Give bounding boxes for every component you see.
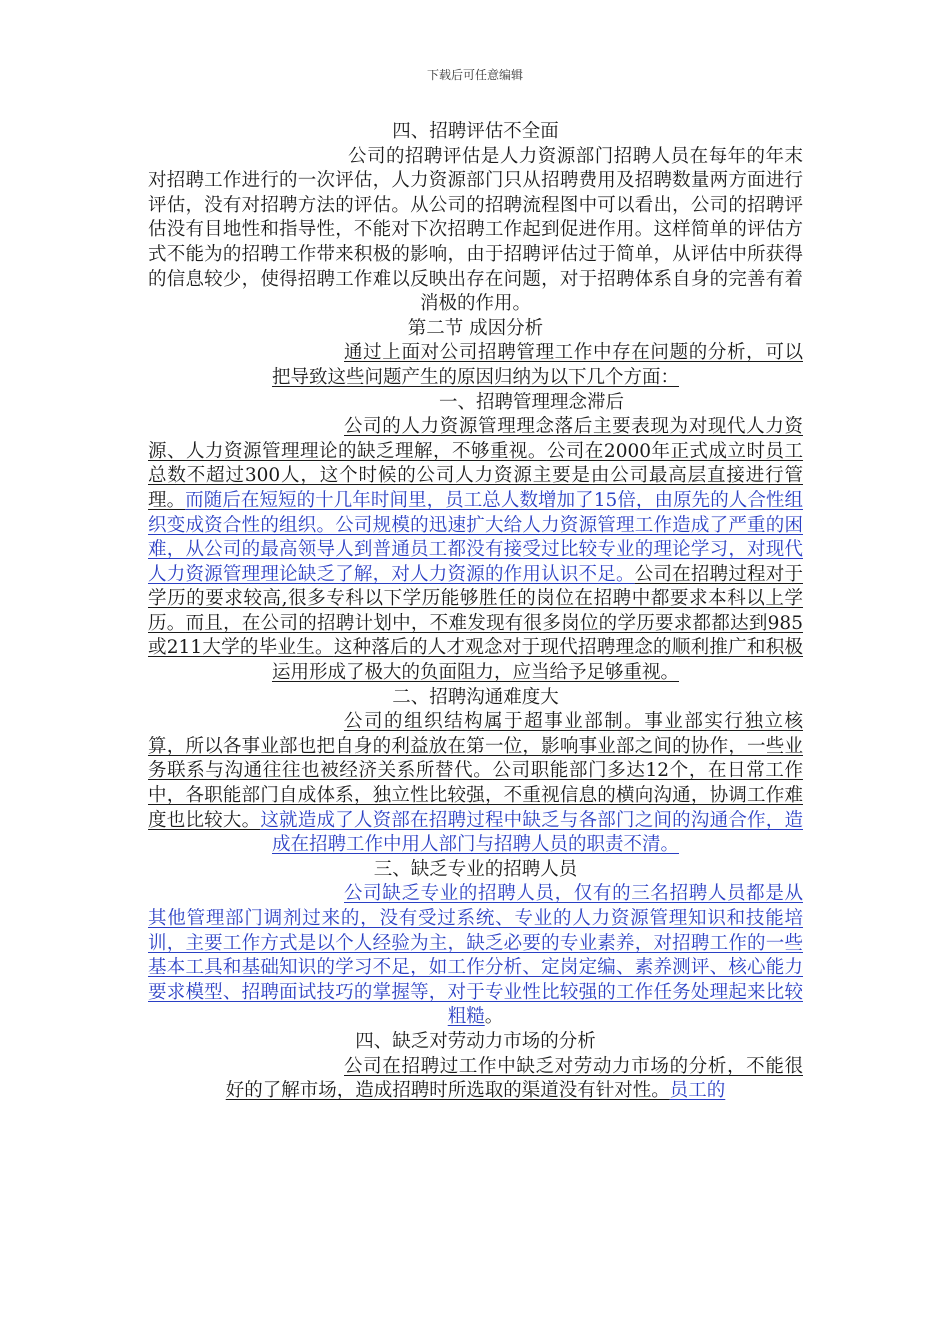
paragraph: 公司的招聘评估是人力资源部门招聘人员在每年的年末对招聘工作进行的一次评估，人力资源部门只从招聘费用及招聘数量两方面进行评估，没有对招聘方法的评估。从公司的招聘流程图中可以看出，公司的招聘评估没有目地性和指导性，不能对下次招聘工作起到促进作用。这样简单的评估方式不能为的招聘工作带来积极的影响，由于招聘评估过于简单，从评估中所获得的信息较少，使得招聘工作难以反映出存在问题，对于招聘体系自身的完善有着消极的作用。 (148, 145, 803, 315)
text-run: 而且，在公司的招聘计划中，不难发现有很多岗位的学历要求都都达到985或211大学的毕业生。 (148, 612, 803, 659)
document-body (148, 120, 803, 1104)
paragraph: 通过上面对公司招聘管理工作中存在问题的分析，可以把导致这些问题产生的原因归纳为以下几个方面： (271, 342, 803, 388)
text-run: 。 (484, 1006, 504, 1028)
text-run: 公司在招聘过程对于学历的要求较高,很多专科以下学历能够胜任的岗位在招聘中都要求本科以上学历。 (148, 563, 803, 634)
section-title: 一、招聘管理理念滞后 (438, 391, 624, 413)
text-run: 公司职能部门多达12个，在日常工作中，各职能部门自成体系，独立性比较强，不重视信息的横向沟通，协调工作难度也比较大。 (148, 760, 803, 831)
hyperlink-text[interactable]: 这就造成了人资部在招聘过程中缺乏与各部门之间的沟通合作，造成在招聘工作中用人部门与招聘人员的职责不清。 (260, 809, 803, 856)
text-run: 公司的人力资源管理理念落后主要表现为对现代人力资源、人力资源管理理论的缺乏理解，不够重视。 (148, 416, 803, 462)
paragraph (148, 882, 803, 1030)
text-run: 公司的组织结构属于超事业部制。事业部实行独立核算，所以各事业部也把自身的利益放在第一位，影响事业部之间的协作，一些业务联系与沟通往往也被经济关系所替代。 (148, 711, 803, 782)
text-run: 公司在2000年正式成立时员工总数不超过300人，这个时候的公司人力资源主要是由公司最高层直接进行管理。 (148, 440, 803, 511)
paragraph (148, 415, 803, 686)
text-run: 这种落后的人才观念对于现代招聘理念的顺利推广和积极运用形成了极大的负面阻力，应当给予足够重视。 (271, 637, 804, 684)
section-title: 四、招聘评估不全面 (392, 121, 559, 142)
section-title: 二、招聘沟通难度大 (392, 686, 559, 708)
hyperlink-text[interactable]: 公司缺乏专业的招聘人员，仅有的三名招聘人员都是从其他管理部门调剂过来的，没有受过系统、专业的人力资源管理知识和技能培训，主要工作方式是以个人经验为主，缺乏必要的专业素养，对招聘工作的一些基本工具和基础知识的学习不足，如工作分析、定岗定编、素养测评、核心能力要求模型、招聘面试技巧的掌握等，对于专业性比较强的工作任务处理起来比较粗糙 (148, 883, 803, 1028)
paragraph (148, 1055, 803, 1104)
paragraph (148, 710, 803, 858)
page-header-note: 下载后可任意编辑 (426, 68, 523, 82)
section-title: 三、缺乏专业的招聘人员 (373, 858, 578, 880)
text-run: 公司在招聘过工作中缺乏对劳动力市场的分析，不能很好的了解市场，造成招聘时所选取的渠道没有针对性。 (225, 1055, 803, 1102)
hyperlink-text[interactable]: 而随后在短短的十几年时间里，员工总人数增加了15倍，由原先的人合性组织变成资合性的组织。公司规模的迅速扩大给人力资源管理工作造成了严重的困难，从公司的最高领导人到普通员工都没有接受过比较专业的理论学习，对现代人力资源管理理论缺乏了解，对人力资源的作用认识不足。 (148, 489, 803, 585)
hyperlink-text[interactable]: 员工的 (669, 1080, 726, 1102)
section-title: 四、缺乏对劳动力市场的分析 (355, 1030, 596, 1052)
chapter-title: 第二节 成因分析 (407, 317, 544, 339)
